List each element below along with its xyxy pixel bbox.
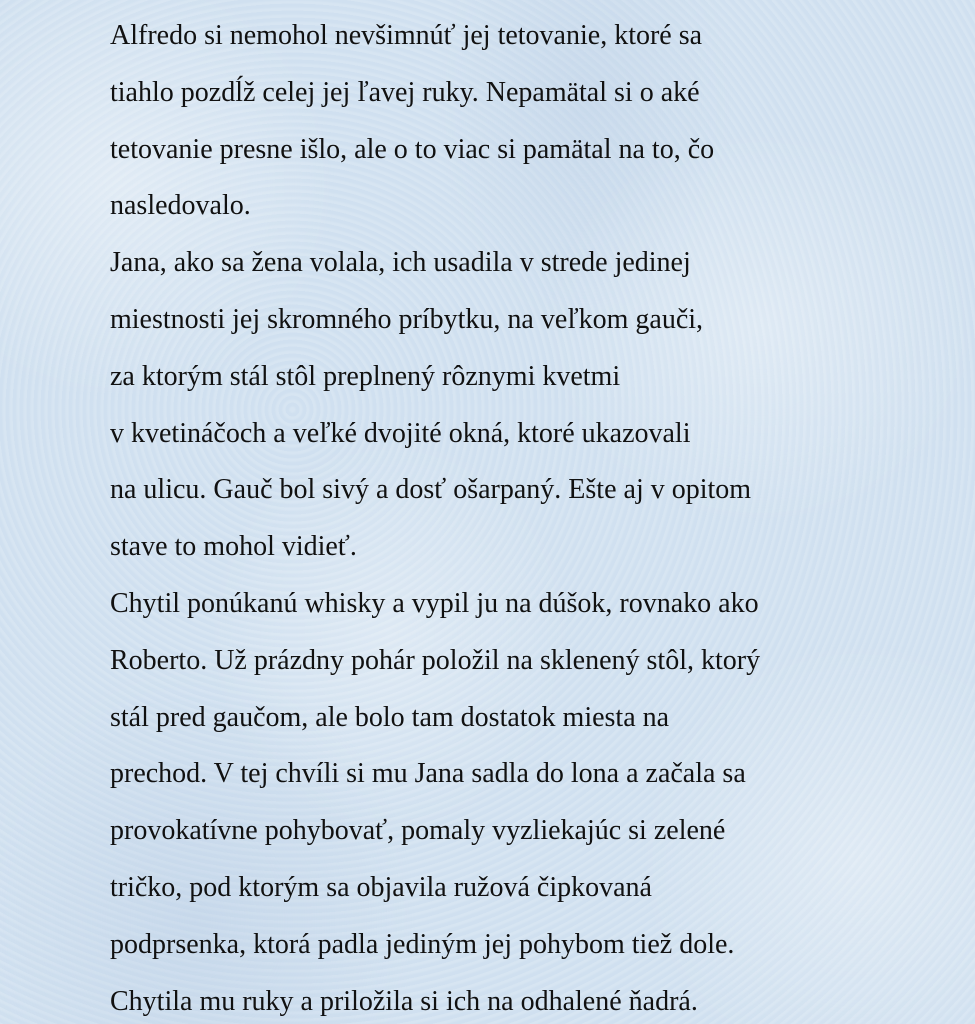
paragraph-line-4: nasledovalo. [110,190,251,222]
document-page [110,8,930,1024]
paragraph-line-8: v kvetináčoch a veľké dvojité okná, ktoré ukazovali [110,417,691,449]
paragraph-line-18: Chytila mu ruky a priložila si ich na odhalené ňadrá. [110,985,698,1017]
paragraph-line-2: tiahlo pozdĺž celej jej ľavej ruky. Nepamätal si o aké [110,76,700,108]
paragraph-line-16: tričko, pod ktorým sa objavila ružová čipkovaná [110,871,652,903]
paragraph-line-11: Chytil ponúkanú whisky a vypil ju na dúšok, rovnako ako [110,587,759,619]
paragraph-line-5: Jana, ako sa žena volala, ich usadila v strede jedinej [110,247,691,279]
paragraph-line-17: podprsenka, ktorá padla jediným jej pohybom tiež dole. [110,928,735,960]
paragraph-line-3: tetovanie presne išlo, ale o to viac si pamätal na to, čo [110,133,715,165]
paragraph-line-7: za ktorým stál stôl preplnený rôznymi kvetmi [110,360,621,392]
paragraph-line-6: miestnosti jej skromného príbytku, na veľkom gauči, [110,303,704,335]
paragraph-line-9: na ulicu. Gauč bol sivý a dosť ošarpaný. Ešte aj v opitom [110,474,752,506]
paragraph-line-15: provokatívne pohybovať, pomaly vyzliekajúc si zelené [110,815,726,847]
paragraph-line-14: prechod. V tej chvíli si mu Jana sadla do lona a začala sa [110,758,746,790]
paragraph-line-12: Roberto. Už prázdny pohár položil na sklenený stôl, ktorý [110,644,761,676]
paragraph-line-10: stave to mohol vidieť. [110,531,357,563]
paragraph-line-13: stál pred gaučom, ale bolo tam dostatok miesta na [110,701,670,733]
paragraph-line-1: Alfredo si nemohol nevšimnúť jej tetovanie, ktoré sa [110,20,703,51]
